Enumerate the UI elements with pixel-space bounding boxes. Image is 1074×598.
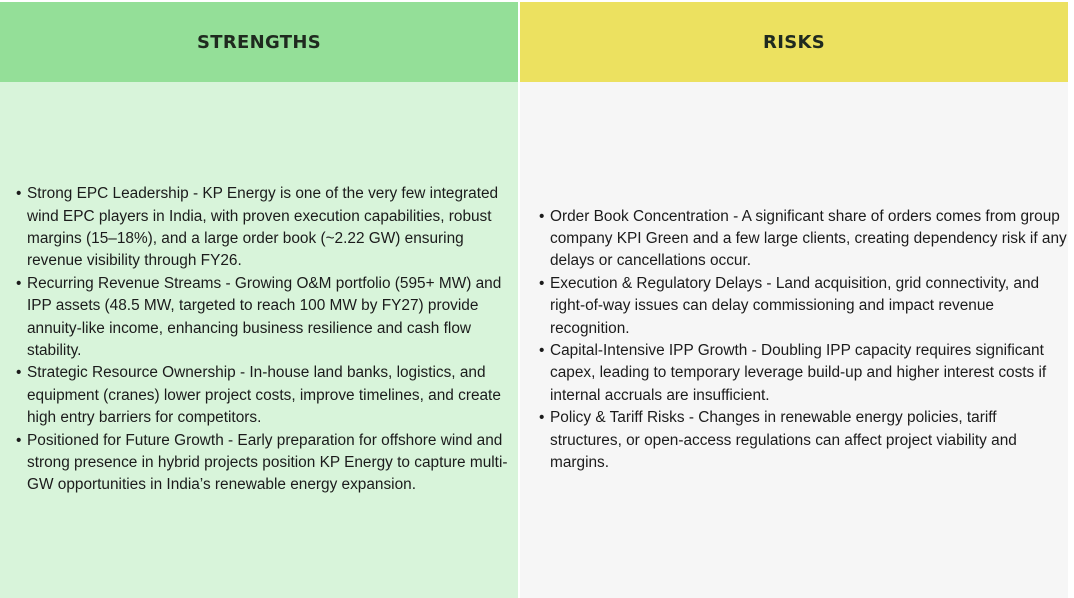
strengths-item-text: Strategic Resource Ownership - In-house land banks, logistics, and equipment (cranes) lower project costs, improve timelines, and create high entry barriers for competitors.: [27, 364, 501, 427]
bullet-icon: •: [16, 274, 22, 292]
strengths-list-item: [16, 183, 518, 273]
risks-title: RISKS: [763, 31, 825, 53]
bullet-icon: •: [539, 342, 545, 359]
bullet-icon: •: [539, 207, 545, 225]
risks-header: [520, 2, 1068, 82]
risks-panel: [520, 82, 1068, 598]
risks-item-text: Capital-Intensive IPP Growth - Doubling IPP capacity requires significant capex, leading to temporary leverage build-up and higher interest costs if internal accruals are insufficient.: [550, 342, 1047, 404]
risks-list: [539, 206, 1068, 475]
risks-list-item: [539, 340, 1068, 407]
strengths-list-item: [16, 273, 518, 363]
swot-table: [0, 2, 1068, 598]
risks-item-text: Policy & Tariff Risks - Changes in renewable energy policies, tariff structures, or open-access regulations can affect project viability and margins.: [550, 409, 1017, 472]
risks-list-item: [539, 273, 1068, 340]
risks-item-text: Order Book Concentration - A significant share of orders comes from group company KPI Green and a few large clients, creating dependency risk if any delays or cancellations occur.: [550, 207, 1067, 270]
bullet-icon: •: [16, 185, 22, 203]
strengths-item-text: Positioned for Future Growth - Early preparation for offshore wind and strong presence in hybrid projects position KP Energy to capture multi-GW opportunities in India’s renewable energy expansion.: [27, 431, 508, 494]
bullet-icon: •: [16, 431, 22, 449]
risks-item-text: Execution & Regulatory Delays - Land acquisition, grid connectivity, and right-of-way issues can delay commissioning and impact revenue recognition.: [550, 274, 1040, 337]
strengths-list: [16, 183, 518, 497]
strengths-panel: [0, 82, 518, 598]
strengths-list-item: [16, 430, 518, 497]
strengths-title: STRENGTHS: [197, 31, 321, 53]
bullet-icon: •: [539, 274, 545, 292]
bullet-icon: •: [16, 364, 22, 382]
strengths-item-text: Strong EPC Leadership - KP Energy is one of the very few integrated wind EPC players in India, with proven execution capabilities, robust margins (15–18%), and a large order book (~2.22 GW) ensuring revenue visibility through FY26.: [27, 185, 499, 270]
strengths-header: [0, 2, 518, 82]
strengths-item-text: Recurring Revenue Streams - Growing O&M portfolio (595+ MW) and IPP assets (48.5 MW, targeted to reach 100 MW by FY27) provide annuity-like income, enhancing business resilience and cash flow stability.: [27, 274, 502, 359]
risks-list-item: [539, 206, 1068, 273]
risks-list-item: [539, 407, 1068, 474]
bullet-icon: •: [539, 409, 545, 427]
strengths-list-item: [16, 362, 518, 429]
